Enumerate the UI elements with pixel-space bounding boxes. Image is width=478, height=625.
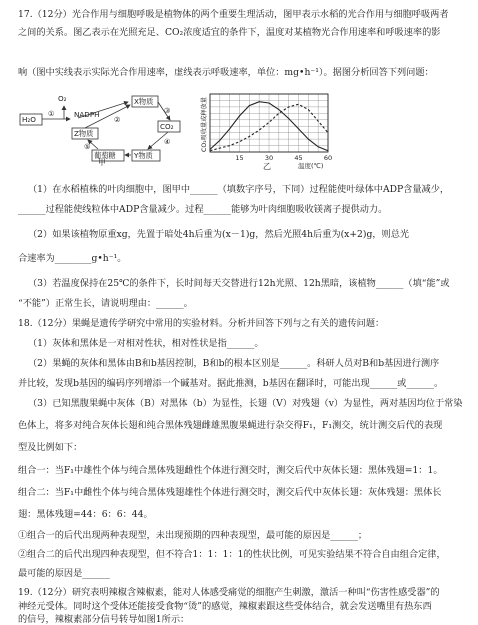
q18-line-3: （2）果蝇的灰体和黑体由B和b基因控制，B和b的根本区别是______。科研人员对B和b基因进行测序 — [28, 358, 440, 369]
q17-part3-a: （3）若温度保持在25℃的条件下，长时间每天交替进行12h光照、12h黑暗，该植物______（填“能”或 — [28, 278, 450, 289]
step-5: ⑤ — [84, 142, 91, 151]
q17-line-2: 之间的关系。图乙表示在光照充足、CO₂浓度适宜的条件下，温度对某植物光合作用速率和呼吸速率的影 — [18, 27, 441, 38]
tick-label-60: 60 — [323, 154, 333, 162]
q18-line-1: 18.（12分）果蝇是遗传学研究中常用的实验材料。分析并回答下列与之有关的遗传问题： — [18, 318, 385, 329]
tick-label-45: 45 — [294, 154, 303, 162]
figure-jia — [18, 88, 478, 171]
step-2: ② — [114, 115, 121, 124]
o2-label: O₂ — [58, 94, 67, 103]
q19-line-3: 的信号，辣椒素部分信号转导如图1所示： — [18, 614, 190, 625]
q18-line-4: 并比较，发现b基因的编码序列增添一个碱基对。据此推测，b基因在翻译时，可能出现______或______。 — [18, 378, 444, 389]
q18-line-5: （3）已知黑腹果蝇中灰体（B）对黑体（b）为显性，长翅（V）对残翅（v）为显性，两对基因均位于常染 — [28, 398, 463, 409]
q17-line-3: 响（图中实线表示实际光合作用速率，虚线表示呼吸速率，单位：mg•h⁻¹）。据图分析回答下列问题： — [18, 67, 434, 78]
q17-part1-a: （1）在水稻植株的叶肉细胞中，图甲中______（填数字序号，下同）过程能使叶绿体中ADP含量减少， — [28, 184, 450, 195]
tick-label-15: 15 — [235, 154, 244, 162]
caption-jia: 甲 — [98, 158, 106, 167]
caption-yi: 乙 — [263, 162, 271, 171]
q18-line-2: （1）灰体和黑体是一对相对性状，相对性状是指______。 — [28, 338, 264, 349]
q18-line-6: 色体上，将多对纯合灰体长翅和纯合黑体残翅雌雄黑腹果蝇进行杂交得F₁，F₁测交，统计测交后代的表现 — [18, 420, 443, 431]
q17-figures — [18, 88, 478, 171]
step-3: ③ — [164, 106, 171, 115]
q18-group-1: 组合一：当F₁中雄性个体与纯合黑体残翅雌性个体进行测交时，测交后代中灰体长翅：黑体残翅=1：1。 — [18, 465, 443, 476]
step-4: ④ — [164, 137, 171, 146]
nadph-label: NADPH — [74, 110, 100, 119]
chart-xlabel: 温度(℃) — [298, 162, 324, 170]
h2o-label: H₂O — [22, 115, 36, 124]
tick-label-30: 30 — [264, 154, 274, 162]
x-label: X物质 — [134, 97, 154, 106]
co2-label: CO₂ — [160, 122, 174, 131]
figure-yi-chart — [200, 94, 332, 171]
q19-line-1: 19.（12分）研究表明辣椒含辣椒素，能对人体感受痛觉的细胞产生刺激，激活一种叫“伤害性感受器”的 — [18, 587, 440, 598]
y-label: Y物质 — [134, 151, 153, 160]
q17-part1-b: ______过程能使线粒体中ADP含量减少。过程______能够为叶肉细胞吸收镁离子提供动力。 — [18, 204, 388, 215]
z-label: Z物质 — [74, 129, 94, 138]
q17-part2-b: 合速率为________g•h⁻¹。 — [18, 253, 127, 264]
q18-group-2-a: 组合二：当F₁中雌性个体与纯合黑体残翅雄性个体进行测交时，测交后代中灰体长翅：灰体残翅：黑体长 — [18, 487, 442, 498]
q18-group-2-b: 翅：黑体残翅=44：6：6：44。 — [18, 509, 153, 520]
glucose-label: 葡萄糖 — [94, 151, 116, 160]
q18-question-1: ①组合一的后代出现两种表现型，未出现预期的四种表现型，最可能的原因是______； — [18, 530, 368, 541]
q17-part3-b: “不能”）正常生长，请说明理由：______。 — [18, 298, 193, 309]
chart-ylabel: CO₂吸收量或释放量 — [201, 97, 208, 152]
q18-line-7: 型及比例如下： — [18, 442, 83, 453]
q19-line-2: 神经元受体。同时这个受体还能接受食物“烫”的感觉，辣椒素跟这些受体结合，就会发送嘴里有热东西 — [18, 601, 432, 612]
q17-line-1: 17.（12分）光合作用与细胞呼吸是植物体的两个重要生理活动，图甲表示水稻的光合作用与细胞呼吸两者 — [18, 9, 449, 20]
step-1: ① — [48, 109, 55, 118]
q18-question-2-a: ②组合二的后代出现四种表现型，但不符合1：1：1：1的性状比例，可见实验结果不符合自由组合定律， — [18, 549, 446, 560]
q18-question-2-b: 最可能的原因是______ — [18, 568, 110, 579]
q17-part2-a: （2）如果该植物原重xg，先置于暗处4h后重为(x－1)g，然后光照4h后重为(x+2)g，则总光 — [28, 229, 410, 240]
